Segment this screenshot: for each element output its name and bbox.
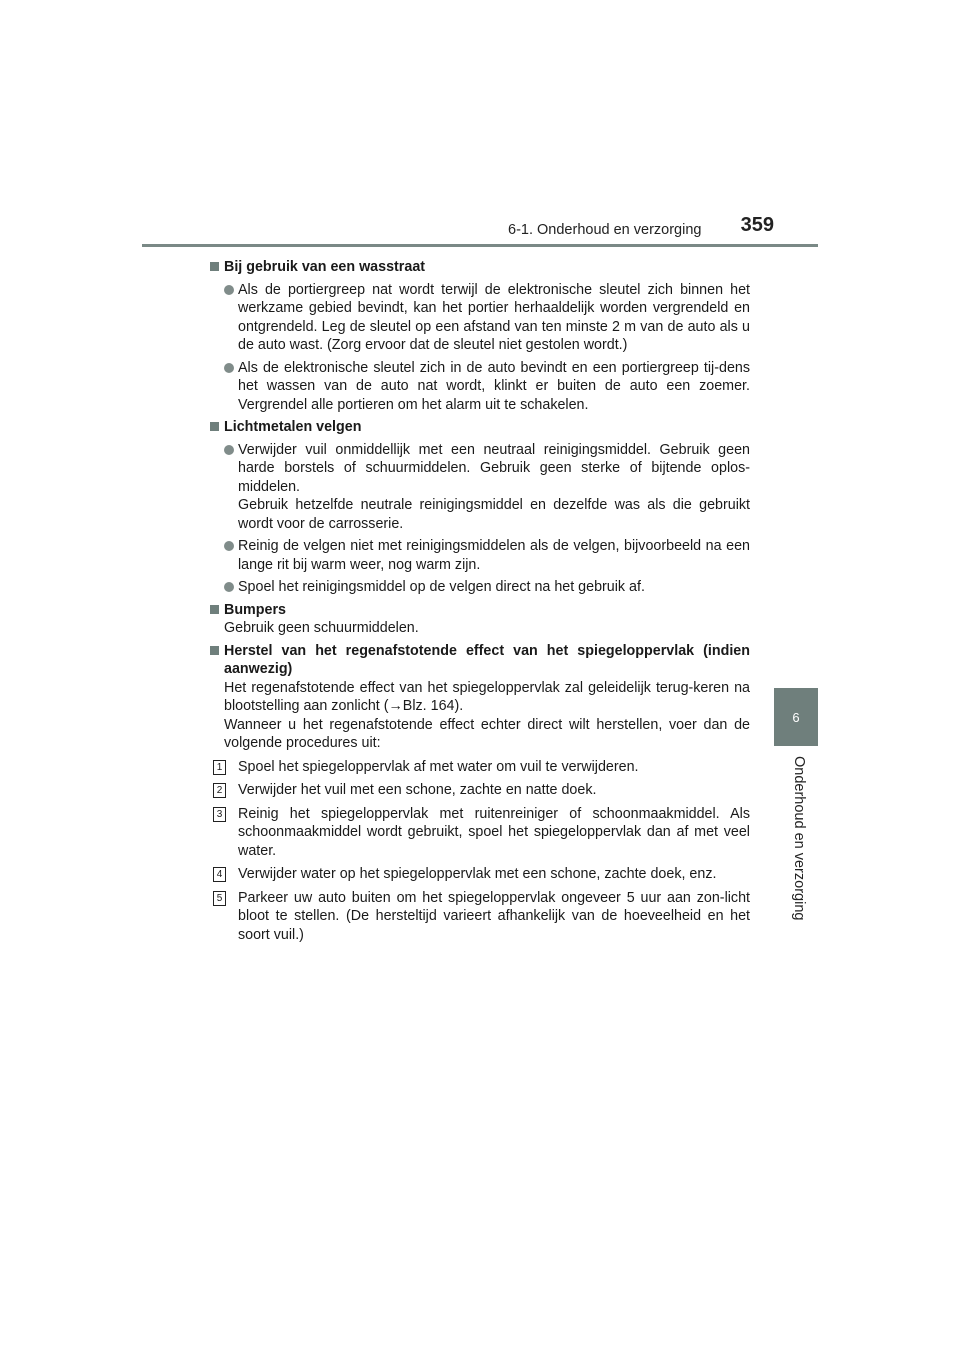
step-item: 1 Spoel het spiegeloppervlak af met water om vuil te verwijderen. xyxy=(210,758,750,777)
page-number: 359 xyxy=(740,214,774,236)
list-item: Reinig de velgen niet met reinigingsmiddelen als de velgen, bijvoorbeeld na een lange rit bij warm weer, nog warm zijn. xyxy=(210,537,750,574)
circle-bullet-icon xyxy=(224,445,234,455)
chapter-tab xyxy=(774,688,818,746)
circle-bullet-icon xyxy=(224,285,234,295)
section-title: 6-1. Onderhoud en verzorging xyxy=(508,222,702,238)
section-heading: Herstel van het regenafstotende effect van het spiegeloppervlak (indien aanwezig) xyxy=(210,642,750,679)
list-item: Als de portiergreep nat wordt terwijl de elektronische sleutel zich binnen het werkzame gebied bevindt, kan het portier herhaaldelijk worden vergrendeld en ontgrendeld. Leg de sleutel op een afstand van ten minste 2 m van de auto als u de auto wast. (Zorg ervoor dat de sleutel niet gestolen wordt.) xyxy=(210,281,750,355)
section-heading: Bumpers xyxy=(210,601,750,620)
step-number: 1 xyxy=(213,760,226,775)
header-rule xyxy=(142,244,818,247)
circle-bullet-icon xyxy=(224,541,234,551)
step-number: 2 xyxy=(213,783,226,798)
section-heading: Lichtmetalen velgen xyxy=(210,418,750,437)
square-bullet-icon xyxy=(210,646,219,655)
body-text: Het regenafstotende effect van het spiegeloppervlak zal geleidelijk terug-keren na blootstelling aan zonlicht (→Blz. 164). Wanneer u het regenafstotende effect echter direct wilt herstellen, voer dan de volgende procedures uit: xyxy=(224,679,750,751)
square-bullet-icon xyxy=(210,605,219,614)
list-item: Als de elektronische sleutel zich in de auto bevindt en een portiergreep tij-dens het wassen van de auto nat wordt, klinkt er buiten de auto een zoemer. Vergrendel alle portieren om het alarm uit te schakelen. xyxy=(210,359,750,415)
chapter-number: 6 xyxy=(792,709,800,725)
step-number: 3 xyxy=(213,807,226,822)
chapter-label: Onderhoud en verzorging xyxy=(791,756,807,921)
circle-bullet-icon xyxy=(224,363,234,373)
list-item: Verwijder vuil onmiddellijk met een neutraal reinigingsmiddel. Gebruik geen harde borstels of schuurmiddelen. Gebruik geen sterke of bijtende oplos-middelen. Gebruik hetzelfde neutrale reinigingsmiddel en dezelfde was als die gebruikt wordt voor de carrosserie. xyxy=(210,441,750,534)
step-number: 5 xyxy=(213,891,226,906)
step-item: 3 Reinig het spiegeloppervlak met ruitenreiniger of schoonmaakmiddel. Als schoonmaakmiddel wordt gebruikt, spoel het spiegeloppervlak dan af met veel water. xyxy=(210,805,750,861)
square-bullet-icon xyxy=(210,422,219,431)
step-item: 5 Parkeer uw auto buiten om het spiegeloppervlak ongeveer 5 uur aan zon-licht bloot te stellen. (De hersteltijd varieert afhankelijk van de hoeveelheid en het soort vuil.) xyxy=(210,889,750,945)
step-item: 2 Verwijder het vuil met een schone, zachte en natte doek. xyxy=(210,781,750,800)
list-item: Spoel het reinigingsmiddel op de velgen direct na het gebruik af. xyxy=(210,578,750,597)
body-text: Gebruik geen schuurmiddelen. xyxy=(224,620,419,636)
page-header xyxy=(142,214,818,246)
square-bullet-icon xyxy=(210,262,219,271)
circle-bullet-icon xyxy=(224,582,234,592)
step-number: 4 xyxy=(213,867,226,882)
step-item: 4 Verwijder water op het spiegeloppervlak met een schone, zachte doek, enz. xyxy=(210,865,750,884)
section-heading: Bij gebruik van een wasstraat xyxy=(210,258,750,277)
page-content xyxy=(210,254,750,944)
